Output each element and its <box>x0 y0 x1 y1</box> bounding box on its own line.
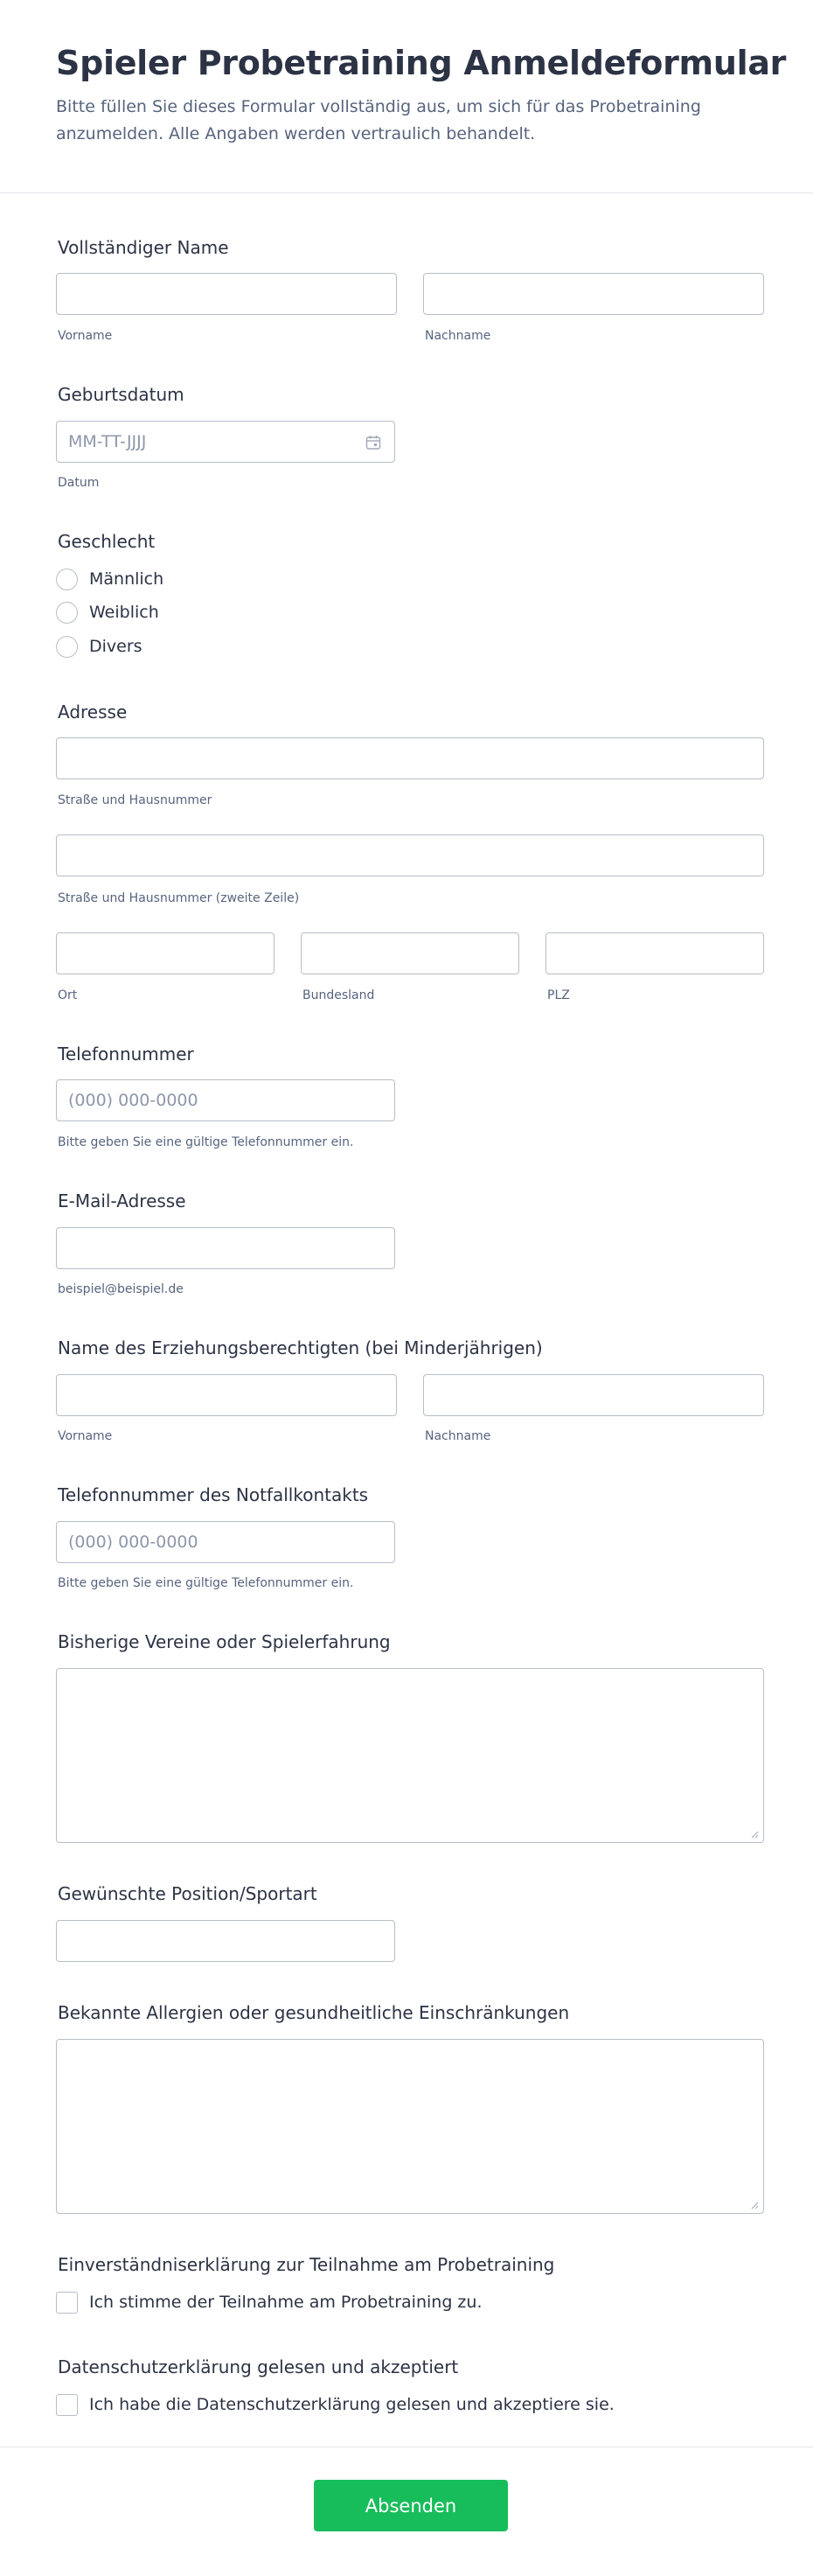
email-sublabel: beispiel@beispiel.de <box>58 1282 184 1296</box>
position-label: Gewünschte Position/Sportart <box>58 1883 317 1904</box>
address-label: Adresse <box>58 702 128 723</box>
phone-label: Telefonnummer <box>58 1044 194 1065</box>
radio-button[interactable] <box>56 636 78 658</box>
submit-button[interactable]: Absenden <box>314 2480 508 2531</box>
street-sublabel: Straße und Hausnummer <box>58 793 212 807</box>
street2-input[interactable] <box>56 834 764 876</box>
state-input[interactable] <box>301 932 519 974</box>
birthdate-sublabel: Datum <box>58 476 100 490</box>
email-input[interactable] <box>56 1227 395 1269</box>
guardian-first-name-sublabel: Vorname <box>58 1429 113 1443</box>
form-description: Bitte füllen Sie dieses Formular vollständig aus, um sich für das Probetraining anzumelden. Alle Angaben werden vertraulich behandelt. <box>56 97 701 143</box>
gender-option-label: Weiblich <box>89 603 159 622</box>
consent-checkbox[interactable] <box>56 2292 78 2314</box>
guardian-first-name-input[interactable] <box>56 1374 397 1416</box>
privacy-option[interactable] <box>56 2393 615 2416</box>
guardian-last-name-input[interactable] <box>423 1374 764 1416</box>
email-label: E-Mail-Adresse <box>58 1190 186 1211</box>
radio-button[interactable] <box>56 569 78 590</box>
birthdate-label: Geburtsdatum <box>58 384 184 405</box>
resize-grip-icon[interactable] <box>751 1831 759 1839</box>
allergies-textarea[interactable] <box>56 2039 764 2214</box>
gender-label: Geschlecht <box>58 531 156 552</box>
page-title: Spieler Probetraining Anmeldeformular <box>56 44 787 82</box>
state-sublabel: Bundesland <box>302 988 375 1002</box>
form-header <box>0 0 813 193</box>
last-name-sublabel: Nachname <box>425 329 491 343</box>
gender-option-male[interactable] <box>56 568 163 590</box>
street2-sublabel: Straße und Hausnummer (zweite Zeile) <box>58 891 300 905</box>
privacy-label: Datenschutzerklärung gelesen und akzeptiert <box>58 2356 459 2377</box>
first-name-sublabel: Vorname <box>58 329 113 343</box>
zip-input[interactable] <box>545 932 764 974</box>
resize-grip-icon[interactable] <box>751 2202 759 2209</box>
consent-option[interactable] <box>56 2291 482 2314</box>
full-name-label: Vollständiger Name <box>58 237 229 258</box>
emergency-phone-input[interactable] <box>56 1521 395 1563</box>
phone-sublabel: Bitte geben Sie eine gültige Telefonnummer ein. <box>58 1135 354 1149</box>
consent-label: Einverständniserklärung zur Teilnahme am Probetraining <box>58 2254 555 2275</box>
zip-sublabel: PLZ <box>547 988 570 1002</box>
privacy-checkbox-label: Ich habe die Datenschutzerklärung gelesen und akzeptiere sie. <box>89 2395 615 2414</box>
radio-button[interactable] <box>56 602 78 624</box>
privacy-checkbox[interactable] <box>56 2394 78 2416</box>
guardian-name-label: Name des Erziehungsberechtigten (bei Minderjährigen) <box>58 1337 543 1358</box>
experience-textarea[interactable] <box>56 1668 764 1843</box>
guardian-last-name-sublabel: Nachname <box>425 1429 491 1443</box>
allergies-label: Bekannte Allergien oder gesundheitliche Einschränkungen <box>58 2002 570 2023</box>
emergency-phone-sublabel: Bitte geben Sie eine gültige Telefonnummer ein. <box>58 1576 354 1590</box>
gender-option-female[interactable] <box>56 601 159 624</box>
consent-checkbox-label: Ich stimme der Teilnahme am Probetraining zu. <box>89 2293 483 2312</box>
gender-option-diverse[interactable] <box>56 635 142 658</box>
gender-option-label: Divers <box>89 637 142 656</box>
calendar-icon[interactable] <box>365 435 381 450</box>
first-name-input[interactable] <box>56 273 397 315</box>
experience-label: Bisherige Vereine oder Spielerfahrung <box>58 1631 391 1652</box>
position-input[interactable] <box>56 1920 395 1962</box>
city-input[interactable] <box>56 932 274 974</box>
city-sublabel: Ort <box>58 988 78 1002</box>
birthdate-input[interactable] <box>56 421 395 463</box>
last-name-input[interactable] <box>423 273 764 315</box>
phone-input[interactable] <box>56 1079 395 1121</box>
gender-option-label: Männlich <box>89 569 164 589</box>
emergency-phone-label: Telefonnummer des Notfallkontakts <box>58 1484 369 1505</box>
street-input[interactable] <box>56 737 764 779</box>
